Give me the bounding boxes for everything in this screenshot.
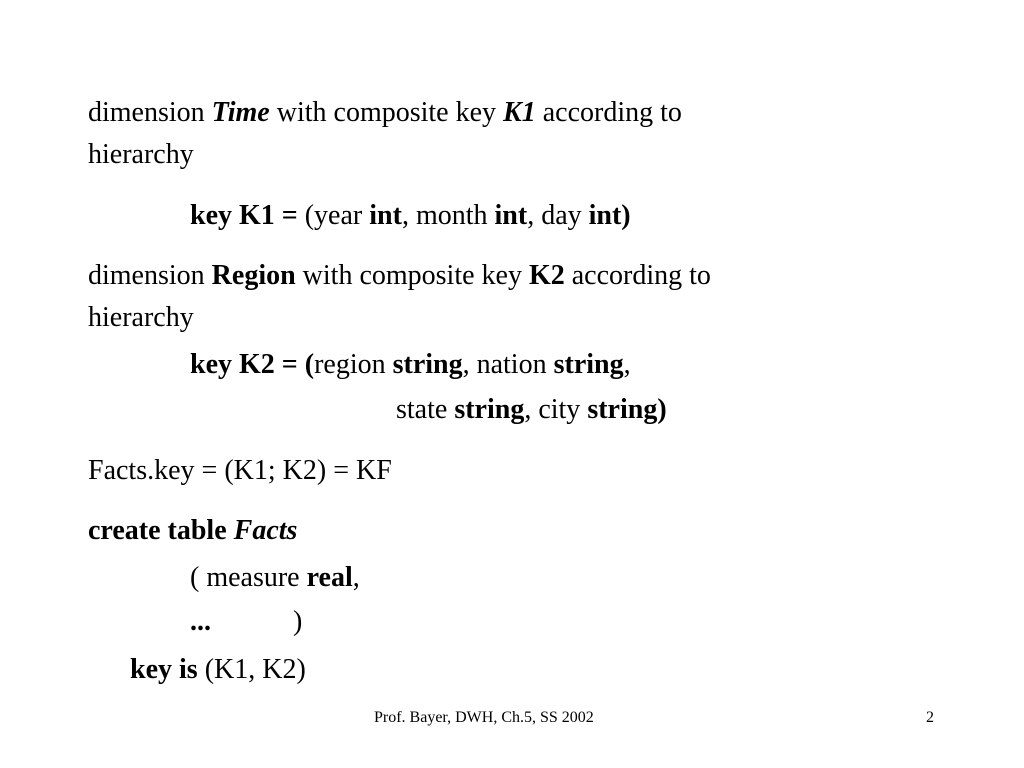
ellipsis-line	[190, 608, 211, 636]
keyword: key K2 = (	[190, 349, 315, 380]
type-keyword: int	[369, 200, 402, 231]
type-keyword: string	[553, 349, 624, 380]
type-keyword: string	[454, 394, 525, 425]
type-keyword: string)	[587, 394, 667, 425]
text-segment: ( measure	[190, 562, 307, 593]
text-segment: (K1, K2)	[197, 654, 306, 685]
keyword: create table	[88, 515, 234, 546]
text-segment: with composite key	[269, 97, 504, 128]
key-k2-definition	[190, 351, 631, 379]
text-segment: Facts.key = (K1; K2) = KF	[88, 455, 392, 486]
region-dimension-line-2	[88, 304, 194, 332]
text-segment: with composite key	[295, 260, 529, 291]
region-dimension-line	[88, 262, 711, 290]
type-keyword: int	[494, 200, 528, 231]
text-segment: state	[396, 394, 455, 425]
text-segment: hierarchy	[88, 139, 194, 170]
dimension-name-time: Time	[211, 97, 270, 128]
type-keyword: real	[306, 562, 353, 593]
text-segment: dimension	[88, 260, 212, 291]
text-segment: (year	[304, 200, 370, 231]
keyword: key is	[130, 654, 198, 685]
closing-paren	[293, 608, 302, 636]
table-name-facts: Facts	[233, 515, 298, 546]
keyword: key K1 =	[190, 200, 305, 231]
footer-text	[374, 710, 594, 726]
text-segment: )	[293, 606, 303, 637]
ellipsis: ...	[190, 606, 211, 637]
key-name-k1: K1	[503, 97, 536, 128]
text-segment: , day	[527, 200, 589, 231]
measure-line	[190, 564, 360, 592]
text-segment: dimension	[88, 97, 212, 128]
facts-key-line	[88, 457, 392, 485]
footer-label: Prof. Bayer, DWH, Ch.5, SS 2002	[374, 709, 594, 726]
text-segment: according to	[535, 97, 682, 128]
page-number-label: 2	[926, 709, 934, 726]
key-k1-definition	[190, 202, 631, 230]
key-k2-definition-continued	[396, 396, 667, 424]
text-segment: ,	[352, 562, 360, 593]
key-is-line	[130, 656, 306, 684]
text-segment: according to	[564, 260, 711, 291]
text-segment: , month	[401, 200, 495, 231]
dimension-name-region: Region	[211, 260, 296, 291]
text-segment: hierarchy	[88, 302, 194, 333]
text-segment: region	[314, 349, 393, 380]
create-table-line	[88, 517, 297, 545]
time-dimension-line-2	[88, 141, 194, 169]
text-segment: , city	[524, 394, 588, 425]
type-keyword: int)	[588, 200, 631, 231]
type-keyword: string	[392, 349, 463, 380]
key-name-k2: K2	[528, 260, 565, 291]
time-dimension-line	[88, 99, 682, 127]
text-segment: , nation	[462, 349, 554, 380]
page-number	[926, 710, 934, 726]
text-segment: ,	[623, 349, 631, 380]
